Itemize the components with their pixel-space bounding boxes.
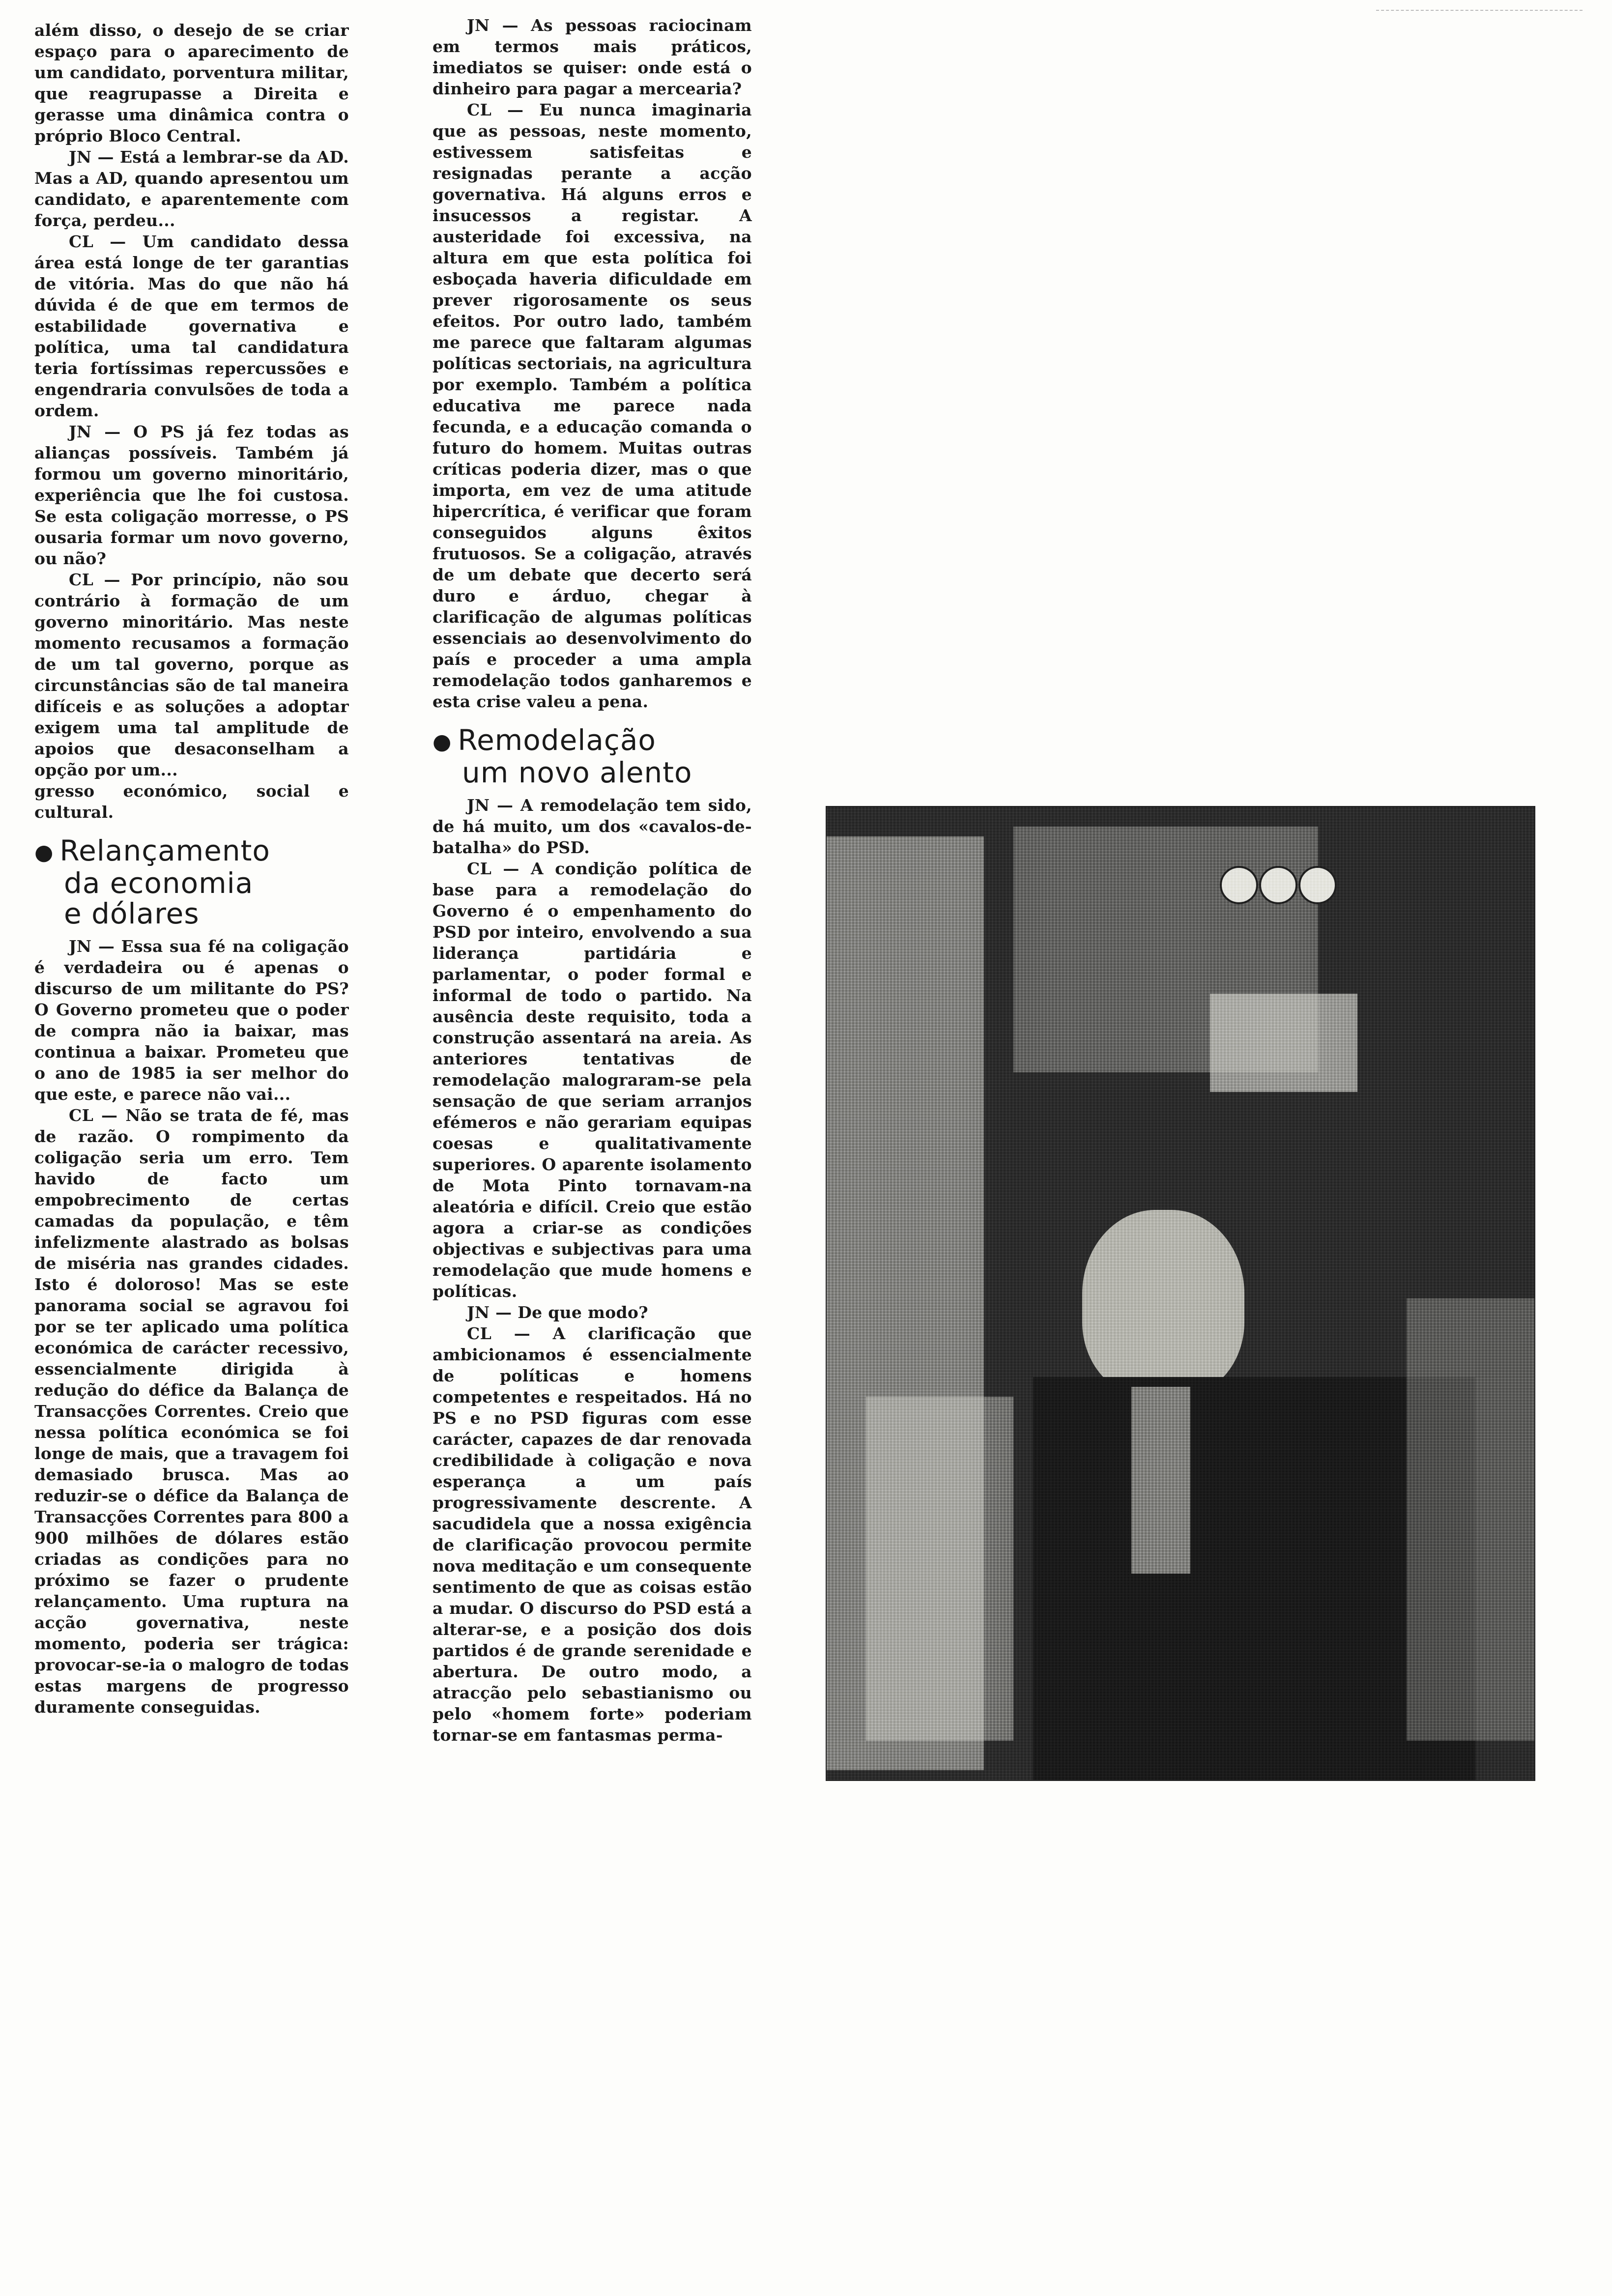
- heading-line: Remodelação: [458, 723, 656, 757]
- paragraph: CL — Um candidato dessa área está longe de ter garantias de vitória. Mas do que não há dúvida é de que em termos de estabilidade governativa e política, uma tal candidatura teria fortíssimas repercussões e engendraria convulsões de toda a ordem.: [34, 232, 349, 420]
- paragraph: JN — O PS já fez todas as alianças possíveis. Também já formou um governo minoritário, experiência que lhe foi custosa. Se esta coligação morresse, o PS ousaria formar um novo governo, ou não?: [34, 422, 349, 568]
- newspaper-photo-icon: [826, 806, 1535, 1781]
- heading-line: Relançamento: [59, 834, 270, 867]
- paragraph: CL — Não se trata de fé, mas de razão. O rompimento da coligação seria um erro. Tem havido de facto um empobrecimento de certas camadas da população, e têm infelizmente alastrado as bolsas de miséria nas grandes cidades. Isto é doloroso! Mas se este panorama social se agravou foi por se ter aplicado uma política económica de carácter recessivo, essencialmente dirigida à redução do défice da Balança de Transacções Correntes. Creio que nessa política económica se foi longe de mais, que a travagem foi demasiado brusca. Mas ao reduzir-se o défice da Balança de Transacções Correntes para 800 a 900 milhões de dólares estão criadas as condições para no próximo se fazer o prudente relançamento. Uma ruptura na acção governativa, neste momento, poderia ser trágica: provocar-se-ia o malogro de todas estas margens de progresso duramente conseguidas.: [34, 1105, 349, 1717]
- section-heading: [34, 835, 349, 929]
- scan-edge-marks: [1376, 10, 1583, 12]
- paragraph: JN — Essa sua fé na coligação é verdadeira ou é apenas o discurso de um militante do PS? O Governo prometeu que o poder de compra não ia baixar, mas continua a baixar. Prometeu que o ano de 1985 ia ser melhor do que este, e parece não vai...: [34, 936, 349, 1104]
- bullet-icon: ●: [34, 839, 54, 865]
- left-column: [34, 20, 349, 1718]
- paragraph: JN — A remodelação tem sido, de há muito, um dos «cavalos-de-batalha» do PSD.: [432, 795, 752, 857]
- paragraph: gresso económico, social e cultural.: [34, 781, 349, 822]
- paragraph: CL — Por princípio, não sou contrário à formação de um governo minoritário. Mas neste momento recusamos a formação de um tal governo, porque as circunstâncias são de tal maneira difíceis e as soluções a adoptar exigem uma tal amplitude de apoios que desaconselham a opção por um...: [34, 570, 349, 779]
- section-heading: [432, 725, 752, 788]
- paragraph: JN — Está a lembrar-se da AD. Mas a AD, quando apresentou um candidato, e aparentemente com força, perdeu...: [34, 147, 349, 230]
- paragraph: CL — A condição política de base para a remodelação do Governo é o empenhamento do PSD por inteiro, envolvendo a sua liderança partidária e parlamentar, o poder formal e informal de todo o partido. Na ausência deste requisito, toda a construção assentará na areia. As anteriores tentativas de remodelação malograram-se pela sensação de que seriam arranjos efémeros e não gerariam equipas coesas e qualitativamente superiores. O aparente isolamento de Mota Pinto tornavam-na aleatória e difícil. Creio que estão agora a criar-se as condições objectivas e subjectivas para uma remodelação que mude homens e políticas.: [432, 859, 752, 1301]
- photo-grain: [827, 807, 1534, 1780]
- paragraph: JN — De que modo?: [467, 1302, 648, 1322]
- bullet-icon: ●: [432, 729, 452, 754]
- paragraph: CL — A clarificação que ambicionamos é essencialmente de políticas e homens competentes e respeitados. Há no PS e no PSD figuras com esse carácter, capazes de dar renovada credibilidade à coligação e nova esperança a um país progressivamente descrente. A sacudidela que a nossa exigência de clarificação provocou permite nova meditação e um consequente sentimento de que as coisas estão a mudar. O discurso do PSD está a alterar-se, e a posição dos dois partidos é de grande serenidade e abertura. De outro modo, a atracção pelo sebastianismo ou pelo «homem forte» poderiam tornar-se em fantasmas perma-: [432, 1323, 752, 1745]
- paragraph: JN — As pessoas raciocinam em termos mais práticos, imediatos se quiser: onde está o dinheiro para pagar a mercearia?: [432, 16, 752, 98]
- middle-column: [432, 15, 752, 1746]
- heading-line: um novo alento: [462, 755, 692, 789]
- paragraph: CL — Eu nunca imaginaria que as pessoas, neste momento, estivessem satisfeitas e resignadas perante a acção governativa. Há alguns erros e insucessos a registar. A austeridade foi excessiva, na altura em que esta política foi esboçada haveria dificuldade em prever rigorosamente os seus efeitos. Por outro lado, também me parece que faltaram algumas políticas sectoriais, na agricultura por exemplo. Também a política educativa me parece nada fecunda, e a educação comanda o futuro do homem. Muitas outras críticas poderia dizer, mas o que importa, em vez de uma atitude hipercrítica, é verificar que foram conseguidos alguns êxitos frutuosos. Se a coligação, através de um debate que decerto será duro e árduo, chegar à clarificação de algumas políticas essenciais ao desenvolvimento do país e proceder a uma ampla remodelação todos ganharemos e esta crise valeu a pena.: [432, 100, 752, 711]
- paragraph: além disso, o desejo de se criar espaço para o aparecimento de um candidato, porventura militar, que reagrupasse a Direita e gerasse uma dinâmica contra o próprio Bloco Central.: [34, 21, 349, 145]
- heading-line: da economia: [64, 866, 254, 900]
- heading-line: e dólares: [64, 896, 200, 930]
